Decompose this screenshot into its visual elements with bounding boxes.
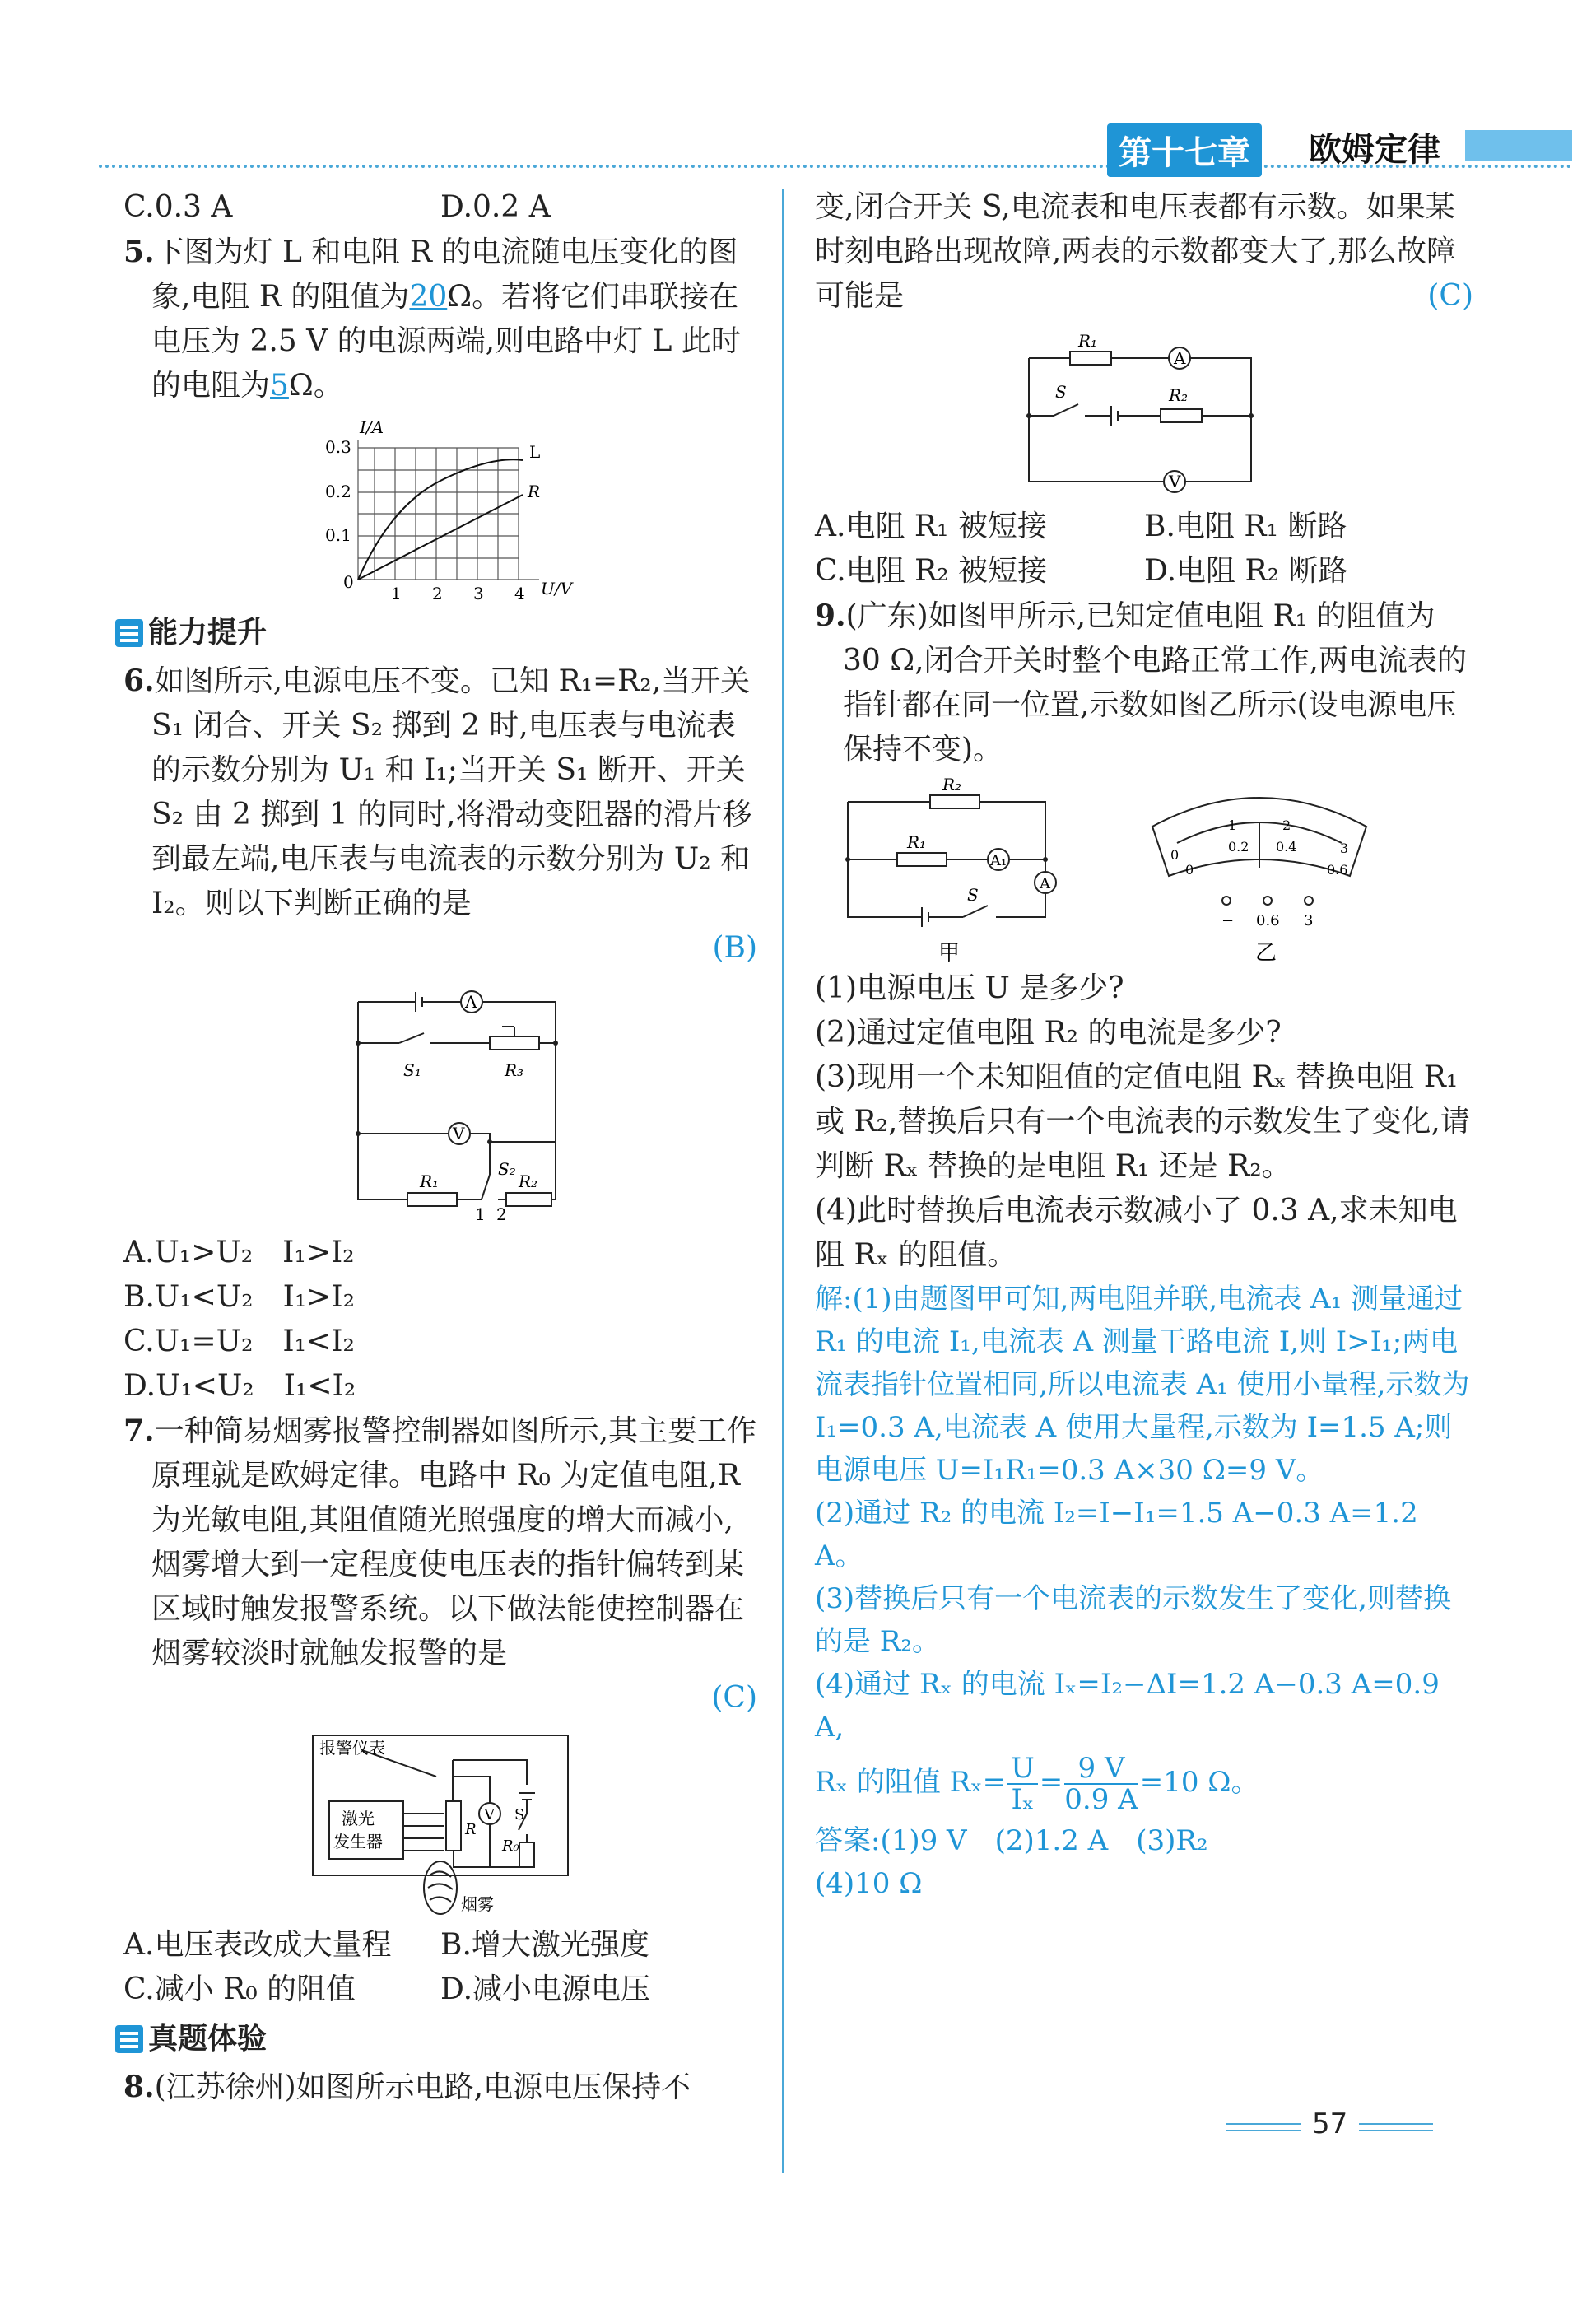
question-text: 一种简易烟雾报警控制器如图所示,其主要工作原理就是欧姆定律。电路中 R₀ 为定值电阻,R 为光敏电阻,其阻值随光照强度的增大而减小,烟雾增大到一定程度使电压表的指针偏转到某区域时触发报警系统。以下做法能使控制器在烟雾较淡时就触发报警的是 bbox=[151, 1414, 757, 1670]
option: D.减小电源电压 bbox=[440, 1972, 651, 2006]
option: C.电阻 R₂ 被短接 bbox=[815, 554, 1048, 588]
x-tick: 2 bbox=[432, 584, 443, 603]
dial-tick: 0 bbox=[1170, 847, 1180, 863]
dial-tick: 3 bbox=[1340, 841, 1349, 856]
question-number: 6. bbox=[123, 664, 155, 698]
section-heading bbox=[115, 2017, 757, 2061]
denominator: Iₓ bbox=[1011, 1783, 1035, 1816]
solution-formula bbox=[815, 1753, 1473, 1814]
q4-options bbox=[123, 185, 757, 230]
denominator: 0.9 A bbox=[1064, 1783, 1138, 1816]
column-divider bbox=[782, 189, 784, 2173]
dial-tick: 1 bbox=[1228, 817, 1237, 833]
y-tick: 0.2 bbox=[325, 482, 351, 501]
option: B.电阻 R₁ 断路 bbox=[1144, 510, 1347, 543]
origin-label: 0 bbox=[343, 572, 354, 592]
option: A.U₁>U₂ I₁>I₂ bbox=[123, 1236, 355, 1269]
solution-step: (4)通过 Rₓ 的电流 Iₓ=I₂−ΔI=1.2 A−0.3 A=0.9 A, bbox=[815, 1668, 1440, 1744]
ammeter-A1-label: A₁ bbox=[990, 852, 1007, 869]
switch-label: S bbox=[1055, 382, 1067, 402]
x-tick: 4 bbox=[514, 584, 525, 603]
equals: = bbox=[1039, 1766, 1063, 1799]
blank-answer: 5 bbox=[270, 369, 289, 403]
circuit-jia bbox=[831, 777, 1103, 966]
section-icon bbox=[115, 2025, 143, 2053]
resistor-R2-label: R₂ bbox=[1169, 385, 1189, 405]
resistor-R2-label: R₂ bbox=[942, 777, 962, 794]
q8-options-row bbox=[815, 505, 1473, 549]
contact-2: 2 bbox=[496, 1204, 507, 1224]
resistor-R2-label: R₂ bbox=[519, 1171, 538, 1191]
left-column bbox=[123, 185, 757, 2110]
dial-tick: 2 bbox=[1282, 817, 1291, 833]
y-axis-label: I/A bbox=[360, 417, 384, 437]
resistor-R1-label: R₁ bbox=[1078, 331, 1098, 351]
option: A.电阻 R₁ 被短接 bbox=[815, 510, 1047, 543]
question-8-continued: 变,闭合开关 S,电流表和电压表都有示数。如果某时刻电路出现故障,两表的示数都变大了,那么故障可能是 bbox=[815, 190, 1456, 313]
switch-label: S bbox=[967, 885, 979, 905]
question-8-start bbox=[123, 2065, 757, 2110]
option: A.电压表改成大量程 bbox=[123, 1928, 392, 1962]
solution bbox=[815, 1278, 1473, 1905]
option: D.U₁<U₂ I₁<I₂ bbox=[123, 1369, 356, 1403]
sub-question: (2)通过定值电阻 R₂ 的电流是多少? bbox=[815, 1016, 1282, 1050]
section-heading bbox=[115, 611, 757, 655]
q8-options-row bbox=[815, 549, 1473, 594]
dial-tick: 0 bbox=[1185, 862, 1194, 878]
header-accent-bar bbox=[1465, 130, 1572, 161]
resistor-R1-label: R₁ bbox=[907, 832, 927, 852]
sub-question: (1)电源电压 U 是多少? bbox=[815, 971, 1124, 1005]
photoresistor-label: R bbox=[465, 1821, 477, 1838]
right-column bbox=[815, 185, 1473, 1905]
smoke-label: 烟雾 bbox=[461, 1894, 494, 1914]
x-tick: 3 bbox=[473, 584, 484, 603]
sub-question: (3)现用一个未知阻值的定值电阻 Rₓ 替换电阻 R₁ 或 R₂,替换后只有一个电流表的示数发生了变化,请判断 Rₓ 替换的是电阻 R₁ 还是 R₂。 bbox=[815, 1060, 1470, 1183]
switch-label: S bbox=[514, 1806, 525, 1823]
x-axis-label: U/V bbox=[541, 579, 573, 598]
voltmeter-label: V bbox=[1169, 472, 1181, 491]
answer-choice: (B) bbox=[712, 931, 757, 965]
question-number: 8. bbox=[123, 2070, 155, 2104]
solution-step: (2)通过 R₂ 的电流 I₂=I−I₁=1.5 A−0.3 A=1.2 A。 bbox=[815, 1497, 1418, 1572]
option: D.电阻 R₂ 断路 bbox=[1144, 554, 1348, 588]
ammeter-dial-yi bbox=[1136, 777, 1383, 966]
question-text: (江苏徐州)如图所示电路,电源电压保持不 bbox=[154, 2070, 691, 2104]
option: D.0.2 A bbox=[440, 190, 551, 224]
option: C.减小 R₀ 的阻值 bbox=[123, 1972, 356, 2006]
curve-label-L: L bbox=[529, 442, 541, 462]
figure-caption: 甲 bbox=[938, 941, 961, 966]
x-tick: 1 bbox=[391, 584, 402, 603]
ammeter-label: A bbox=[465, 992, 477, 1012]
figure-caption: 乙 bbox=[1255, 941, 1277, 966]
terminal-label: − bbox=[1221, 912, 1235, 929]
answer-choice: (C) bbox=[711, 1681, 757, 1715]
solution-step: (3)替换后只有一个电流表的示数发生了变化,则替换的是 R₂。 bbox=[815, 1582, 1451, 1658]
answer-choice: (C) bbox=[1427, 279, 1473, 313]
page-number: 57 bbox=[1312, 2107, 1348, 2140]
question-number: 5. bbox=[123, 235, 155, 269]
ammeter-A-label: A bbox=[1040, 875, 1050, 892]
fraction bbox=[1007, 1753, 1038, 1814]
question-6 bbox=[123, 659, 757, 926]
dial-tick: 0.2 bbox=[1228, 839, 1249, 855]
footer-rule bbox=[1226, 2123, 1301, 2125]
question-number: 9. bbox=[815, 598, 846, 633]
terminal-label: 3 bbox=[1304, 912, 1314, 929]
iu-graph bbox=[300, 415, 580, 604]
question-5 bbox=[123, 230, 757, 408]
option: B.增大激光强度 bbox=[440, 1928, 649, 1962]
fixed-resistor-label: R₀ bbox=[502, 1837, 519, 1855]
final-answer: 答案:(1)9 V (2)1.2 A (3)R₂ bbox=[815, 1824, 1208, 1857]
question-text: 如图所示,电源电压不变。已知 R₁=R₂,当开关 S₁ 闭合、开关 S₂ 掷到 2 时,电压表与电流表的示数分别为 U₁ 和 I₁;当开关 S₁ 断开、开关 S₂ 由 2 掷到 1 的同时,将滑动变阻器的滑片移到最左端,电压表与电流表的示数分别为 U₂ 和 I₂。则以下判断正确的是 bbox=[151, 664, 752, 920]
section-title: 能力提升 bbox=[148, 616, 268, 650]
final-answer: (4)10 Ω bbox=[815, 1867, 923, 1900]
q7-options-row bbox=[123, 1968, 757, 2012]
section-title: 真题体验 bbox=[148, 2022, 268, 2056]
blank-answer: 20 bbox=[409, 280, 448, 314]
formula-tail: =10 Ω。 bbox=[1139, 1766, 1259, 1799]
resistor-R1-label: R₁ bbox=[420, 1171, 440, 1191]
ammeter-label: A bbox=[1174, 348, 1186, 368]
question-9 bbox=[815, 594, 1473, 772]
smoke-alarm-figure bbox=[305, 1727, 576, 1916]
voltmeter-label: V bbox=[484, 1806, 495, 1823]
footer-rule bbox=[1359, 2123, 1433, 2125]
fraction bbox=[1064, 1753, 1138, 1814]
formula-lead: Rₓ 的阻值 Rₓ= bbox=[815, 1766, 1007, 1799]
q7-options-row bbox=[123, 1923, 757, 1968]
chapter-label: 第十七章 bbox=[1107, 123, 1262, 177]
dial-tick: 0.4 bbox=[1276, 839, 1297, 855]
question-text: (广东)如图甲所示,已知定值电阻 R₁ 的阻值为 30 Ω,闭合开关时整个电路正常工作,两电流表的指针都在同一位置,示数如图乙所示(设电源电压保持不变)。 bbox=[843, 599, 1467, 766]
sub-question: (4)此时替换后电流表示数减小了 0.3 A,求未知电阻 Rₓ 的阻值。 bbox=[815, 1194, 1458, 1272]
y-tick: 0.1 bbox=[325, 525, 351, 545]
question-text: Ω。若将它们串联接在电压为 2.5 V 的电源两端,则电路中灯 L 此时的电阻为 bbox=[151, 280, 741, 403]
chapter-title: 欧姆定律 bbox=[1309, 131, 1440, 169]
numerator: 9 V bbox=[1064, 1753, 1138, 1785]
option: C.0.3 A bbox=[123, 190, 233, 224]
question-text: 下图为灯 L 和电阻 R 的电流随电压变化的图象,电阻 R 的阻值为 bbox=[151, 235, 738, 314]
laser-label: 发生器 bbox=[333, 1832, 383, 1851]
question-text: Ω。 bbox=[288, 369, 343, 403]
option: B.U₁<U₂ I₁>I₂ bbox=[123, 1280, 356, 1314]
y-tick: 0.3 bbox=[325, 437, 351, 457]
switch-S2-label: S₂ bbox=[498, 1159, 516, 1179]
question-number: 7. bbox=[123, 1413, 155, 1448]
section-icon bbox=[115, 619, 143, 647]
switch-S1-label: S₁ bbox=[403, 1060, 421, 1080]
voltmeter-label: V bbox=[453, 1124, 465, 1143]
circuit-q8 bbox=[1012, 325, 1276, 498]
meter-label: 报警仪表 bbox=[319, 1738, 385, 1758]
numerator: U bbox=[1007, 1753, 1038, 1785]
dial-tick: 0.6 bbox=[1327, 862, 1348, 878]
circuit-q6 bbox=[292, 977, 589, 1224]
solution-step: 解:(1)由题图甲可知,两电阻并联,电流表 A₁ 测量通过 R₁ 的电流 I₁,电流表 A 测量干路电流 I,则 I>I₁;两电流表指针位置相同,所以电流表 A₁ 使用小量程,示数为 I₁=0.3 A,电流表 A 使用大量程,示数为 I=1.5 A;则电源电压 U=I₁R₁=0.3 A×30 Ω=9 V。 bbox=[815, 1283, 1470, 1487]
option: C.U₁=U₂ I₁<I₂ bbox=[123, 1325, 355, 1358]
curve-label-R: R bbox=[528, 482, 541, 501]
terminal-label: 0.6 bbox=[1256, 912, 1280, 929]
contact-1: 1 bbox=[475, 1204, 486, 1224]
q9-figures bbox=[831, 777, 1473, 966]
laser-label: 激光 bbox=[342, 1809, 375, 1828]
question-7 bbox=[123, 1409, 757, 1676]
rheostat-R3-label: R₃ bbox=[505, 1060, 524, 1080]
page-footer bbox=[1226, 2107, 1473, 2140]
